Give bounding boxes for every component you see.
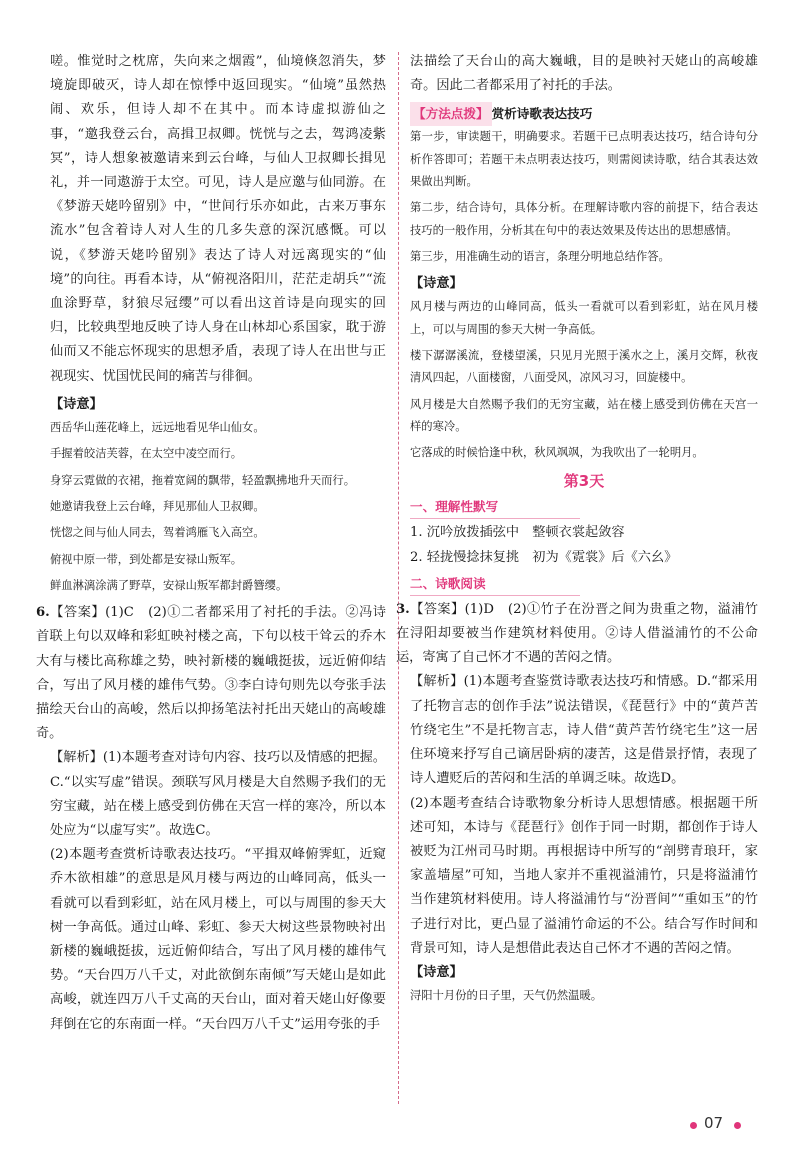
analysis-paragraph: 嗟。惟觉时之枕席，失向来之烟霞”，仙境倏忽消失，梦境旋即破灭，诗人却在惊悸中返回现实。“仙境”虽然热闹、欢乐，但诗人却不在其中。而本诗虚拟游仙之事，“邀我登云台，高揖卫叔卿。恍恍与之去，驾鸿凌紫冥”，诗人想象被邀请来到云台峰，与仙人卫叔卿长揖见礼，并一同遨游于太空。可见，诗人是应邀与仙同游。在《梦游天姥吟留别》中，“世间行乐亦如此，古来万事东流水”包含着诗人对人生的几多失意的深沉感慨。可以说，《梦游天姥吟留别》表达了诗人对远离现实的“仙境”的向往。再看本诗，从“俯视洛阳川，茫茫走胡兵”“流血涂野草，豺狼尽冠缨”可以看出这首诗是向现实的回归，比较典型地反映了诗人身在山林却心系国家，耽于游仙而又不能忘怀现实的思想矛盾，表现了诗人在出世与正视现实、忧国忧民间的痛苦与徘徊。 <box>50 54 386 384</box>
answer-text: 【答案】(1)C (2)①二者都采用了衬托的手法。②冯诗首联上句以双峰和彩虹映衬楼之高，下句以枝干耸云的乔木大有与楼比高称雄之势，映衬新楼的巍峨挺拔，远近俯仰结合，写出了风月楼的雄伟气势。③李白诗句则先以夸张手法描绘天台山的高峻，然后以抑扬笔法衬托出天姥山的高峻雄奇。 <box>36 605 386 742</box>
page-dot-left <box>690 1122 697 1129</box>
explanation-text: (2)本题考查结合诗歌物象分析诗人思想情感。根据题干所述可知，本诗与《琵琶行》创作于同一时期，都创作于诗人被贬为江州司马时期。再根据诗中所写的“剖劈青琅玕，家家盖墙屋”可知，当地人家并不重视溢浦竹，只是将溢浦竹当作建筑材料使用。诗人将溢浦竹与“汾晋间”“重如玉”的竹子进行对比，更凸显了溢浦竹命运的不公。结合写作时间和背景可知，诗人是想借此表达自己怀才不遇的苦闷之情。 <box>410 795 758 956</box>
right-column <box>396 50 758 1011</box>
poem-meaning-line: 她邀请我登上云台峰，拜见那仙人卫叔卿。 <box>50 499 265 513</box>
poem-meaning-label: 【诗意】 <box>50 396 103 412</box>
continued-text: 法描绘了天台山的高大巍峨，目的是映衬天姥山的高峻雄奇。因此二者都采用了衬托的手法。 <box>410 54 758 94</box>
method-tip-title: 赏析诗歌表达技巧 <box>491 106 593 122</box>
question-6 <box>36 601 386 1037</box>
page-dot-right <box>734 1122 741 1129</box>
dictation-answer: 1. 沉吟放拨插弦中 整顿衣裳起敛容 <box>410 525 625 541</box>
explanation-text: 【解析】(1)本题考查鉴赏诗歌表达技巧和情感。D.“都采用了托物言志的创作手法”说法错误，《琵琶行》中的“黄芦苦竹绕宅生”不是托物言志，诗人借“黄芦苦竹绕宅生”这一居住环境来抒写自己谪居卧病的凄苦，这是借景抒情，表现了诗人遭贬后的苦闷和生活的单调乏味。故选D。 <box>410 674 758 787</box>
page-number: 07 <box>704 1114 724 1132</box>
method-tip-heading <box>410 102 758 126</box>
method-step: 第二步，结合诗句，具体分析。在理解诗歌内容的前提下，结合表达技巧的一般作用，分析其在句中的表达效果及传达出的思想感情。 <box>410 201 758 237</box>
poem-meaning-lines <box>50 417 386 597</box>
poem-meaning-line: 风月楼与两边的山峰同高，低头一看就可以看到彩虹，站在风月楼上，可以与周围的参天大树一争高低。 <box>410 300 758 336</box>
poem-meaning-line: 恍惚之间与仙人同去，驾着鸿雁飞入高空。 <box>50 526 265 540</box>
answer-text: 【答案】(1)D (2)①竹子在汾晋之间为贵重之物，溢浦竹在浔阳却要被当作建筑材料使用。②诗人借溢浦竹的不公命运，寄寓了自己怀才不遇的苦闷之情。 <box>396 601 758 666</box>
left-column <box>36 50 386 1037</box>
poem-meaning-line: 风月楼是大自然赐予我们的无穷宝藏，站在楼上感受到仿佛在天宫一样的寒冷。 <box>410 397 758 433</box>
question-number: 3. <box>396 601 410 617</box>
poem-meaning-line: 俯视中原一带，到处都是安禄山叛军。 <box>50 552 243 566</box>
poem-meaning-label: 【诗意】 <box>410 276 463 292</box>
question-3 <box>396 598 758 1008</box>
poem-meaning-line: 身穿云霓做的衣裙，拖着宽阔的飘带，轻盈飘拂地升天而行。 <box>50 473 356 487</box>
question-number: 6. <box>36 605 50 621</box>
section-title: 一、理解性默写 <box>410 495 580 519</box>
poem-meaning-line: 手握着皎洁芙蓉，在太空中凌空而行。 <box>50 447 243 461</box>
poem-meaning-line: 浔阳十月份的日子里，天气仍然温暖。 <box>410 989 603 1003</box>
section-title: 二、诗歌阅读 <box>410 572 580 596</box>
method-step: 第三步，用准确生动的语言，条理分明地总结作答。 <box>410 249 670 263</box>
poem-meaning-line: 楼下潺潺溪流，登楼望溪，只见月光照于溪水之上，溪月交辉，秋夜清风四起，八面楼窗，八面受风，凉风习习，回旋楼中。 <box>410 348 758 385</box>
method-step: 第一步，审读题干，明确要求。若题干已点明表达技巧，结合诗句分析作答即可；若题干未点明表达技巧，则需阅读诗歌，结合其表达效果做出判断。 <box>410 130 758 188</box>
explanation-text: (2)本题考查赏析诗歌表达技巧。“平揖双峰俯霁虹，近窥乔木欲相雄”的意思是风月楼与两边的山峰同高，低头一看就可以看到彩虹，站在风月楼上，可以与周围的参天大树一争高低。通过山峰、彩虹、参天大树这些景物映衬出新楼的巍峨挺拔，远近俯仰结合，写出了风月楼的雄伟气势。“天台四万八千丈，对此欲倒东南倾”写天姥山是如此高峻，就连四万八千丈高的天台山，面对着天姥山好像要拜倒在它的东南面一样。“天台四万八千丈”运用夸张的手 <box>50 847 386 1032</box>
explanation-text: 【解析】(1)本题考查对诗句内容、技巧以及情感的把握。C.“以实写虚”错误。颈联写风月楼是大自然赐予我们的无穷宝藏，站在楼上感受到仿佛在天宫一样的寒冷，所以本处应为“以虚写实”。故选C。 <box>50 750 386 838</box>
poem-meaning-line: 鲜血淋漓涂满了野草，安禄山叛军都封爵簪缨。 <box>50 578 288 592</box>
dictation-answer: 2. 轻拢慢捻抹复挑 初为《霓裳》后《六幺》 <box>410 549 678 565</box>
poem-meaning-line: 它落成的时候恰逢中秋，秋风飒飒，为我吹出了一轮明月。 <box>410 446 704 460</box>
method-tip-badge: 【方法点拨】 <box>410 102 492 126</box>
day-title: 第3天 <box>563 472 605 491</box>
poem-meaning-line: 西岳华山莲花峰上，远远地看见华山仙女。 <box>50 421 265 435</box>
poem-meaning-label: 【诗意】 <box>410 964 463 980</box>
